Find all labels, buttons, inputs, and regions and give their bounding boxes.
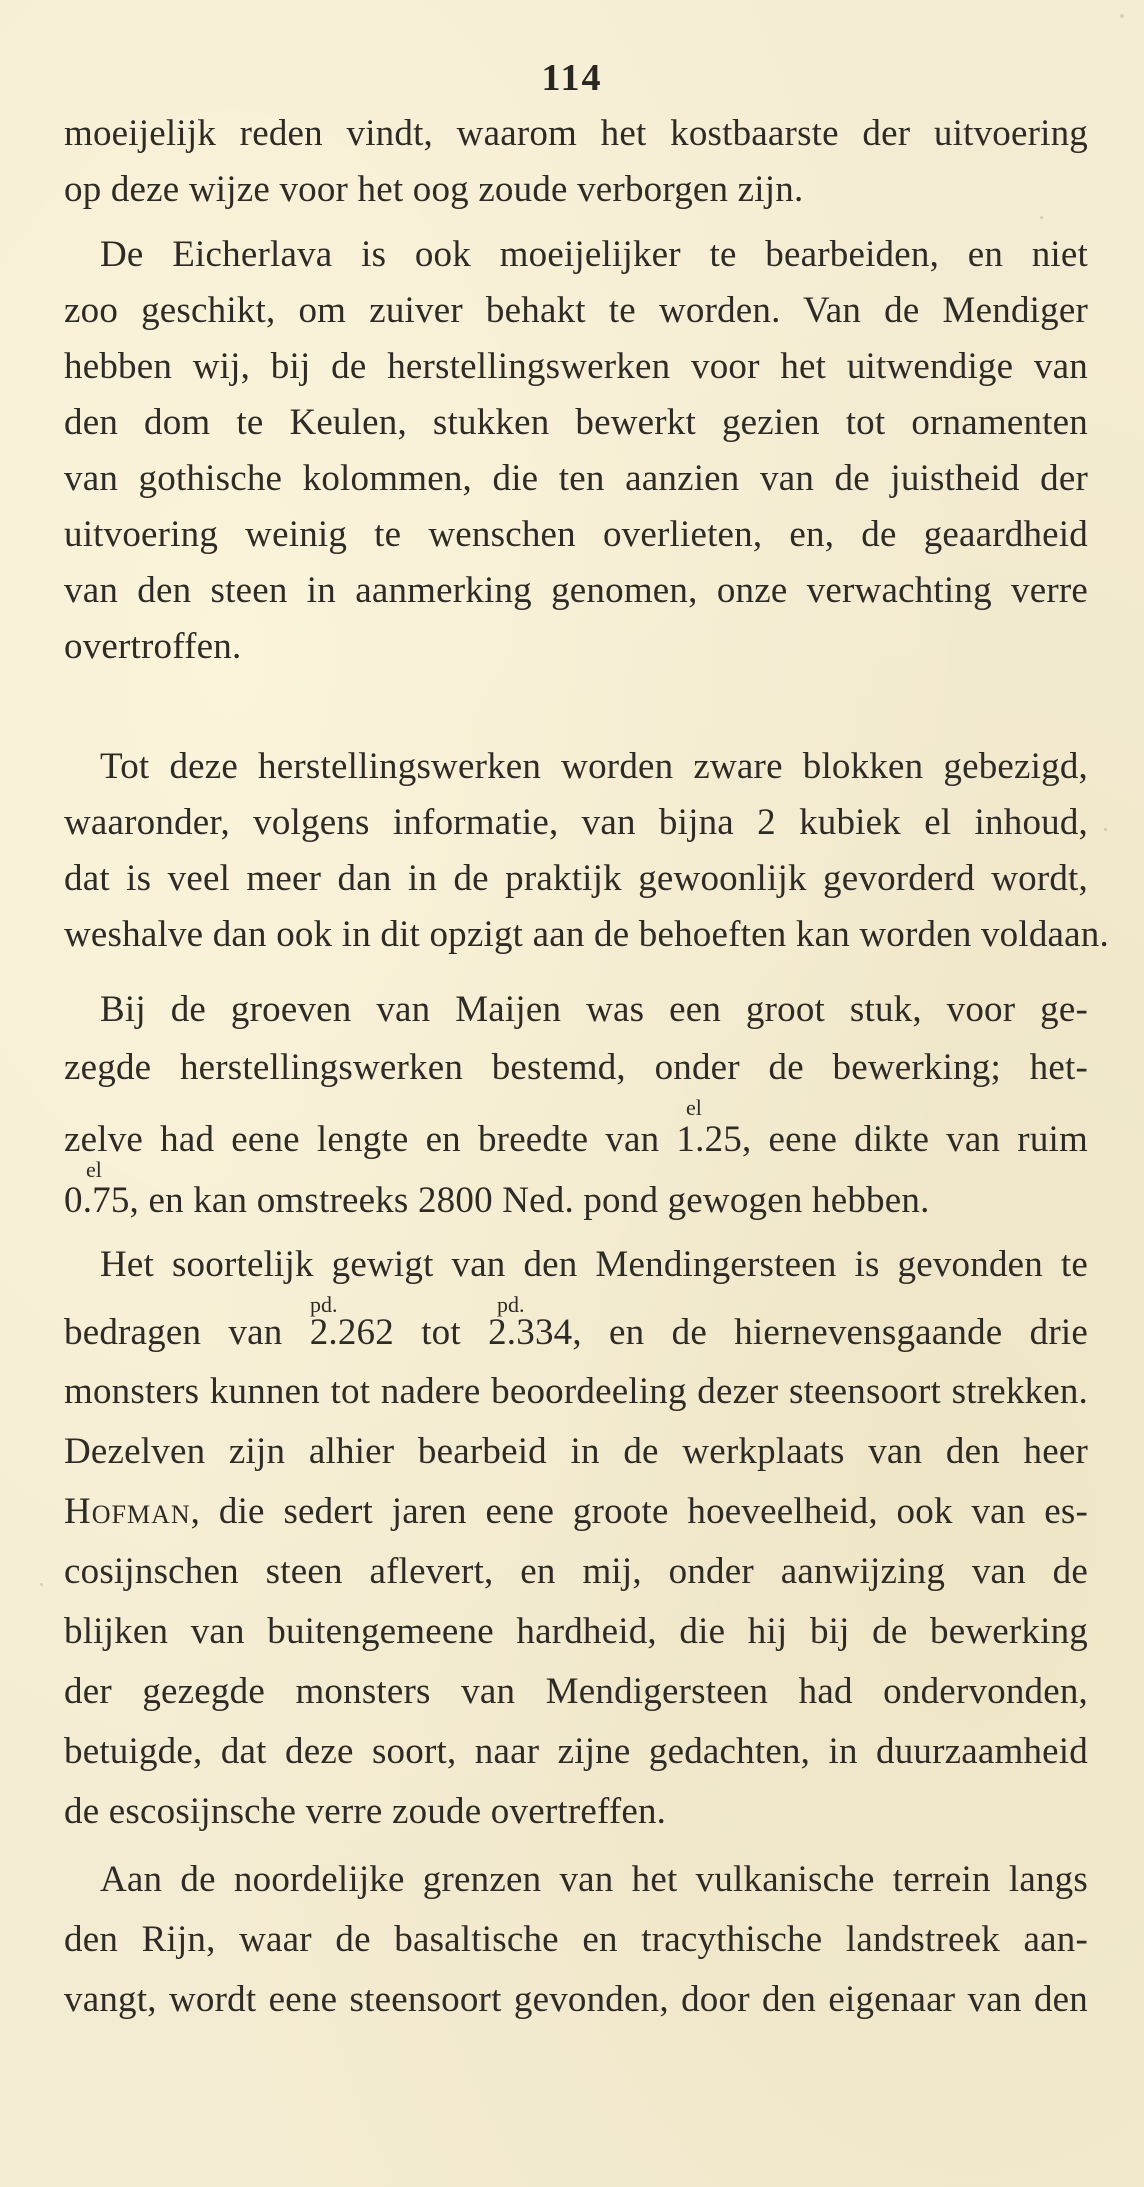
text-line: monsters kunnen tot nadere beoordeeling dezer steensoort strekken.: [64, 1371, 1088, 1412]
superscript-pd: pd.: [497, 1292, 525, 1317]
text-line: den Rijn, waar de basaltische en tracythische landstreek aan-: [64, 1919, 1088, 1960]
text-line: cosijnschen steen aflevert, en mij, onder aanwijzing van de: [64, 1551, 1088, 1592]
paper-speck: [40, 1583, 43, 1586]
text-line: Tot deze herstellingswerken worden zware blokken gebezigd,: [100, 746, 1088, 787]
paper-speck: [1040, 216, 1043, 219]
superscript-pd: pd.: [310, 1292, 338, 1317]
text-line: moeijelijk reden vindt, waarom het kostbaarste der uitvoering: [64, 113, 1088, 154]
text-line: uitvoering weinig te wenschen overlieten, en, de geaardheid: [64, 514, 1088, 555]
text-line: der gezegde monsters van Mendigersteen had ondervonden,: [64, 1671, 1088, 1712]
text-line: bedragen van 2.262 tot 2.334, en de hiernevensgaande drie: [64, 1312, 1088, 1353]
text-line: De Eicherlava is ook moeijelijker te bearbeiden, en niet: [100, 234, 1088, 275]
text-line: zelve had eene lengte en breedte van 1.25, eene dikte van ruim: [64, 1119, 1088, 1160]
text-line: vangt, wordt eene steensoort gevonden, door den eigenaar van den: [64, 1979, 1088, 2020]
superscript-el: el: [86, 1157, 102, 1182]
text-line: van gothische kolommen, die ten aanzien van de juistheid der: [64, 458, 1088, 499]
name-small-caps: Hofman: [64, 1491, 191, 1532]
text-line: weshalve dan ook in dit opzigt aan de behoeften kan worden voldaan.: [64, 914, 1109, 955]
text-line: Dezelven zijn alhier bearbeid in de werkplaats van den heer: [64, 1431, 1088, 1472]
text-line: de escosijnsche verre zoude overtreffen.: [64, 1791, 667, 1832]
text-line: zegde herstellingswerken bestemd, onder de bewerking; het-: [64, 1047, 1088, 1088]
text-line: 0.75, en kan omstreeks 2800 Ned. pond gewogen hebben.: [64, 1180, 930, 1221]
text-line: dat is veel meer dan in de praktijk gewoonlijk gevorderd wordt,: [64, 858, 1088, 899]
superscript-el: el: [686, 1095, 702, 1120]
text-line: zoo geschikt, om zuiver behakt te worden. Van de Mendiger: [64, 290, 1088, 331]
text-line: Bij de groeven van Maijen was een groot stuk, voor ge-: [100, 989, 1088, 1030]
text-line: blijken van buitengemeene hardheid, die hij bij de bewerking: [64, 1611, 1088, 1652]
text-line: Hofman, die sedert jaren eene groote hoeveelheid, ook van es-: [64, 1491, 1088, 1532]
text-line: Het soortelijk gewigt van den Mendingersteen is gevonden te: [100, 1244, 1088, 1285]
text-line: op deze wijze voor het oog zoude verborgen zijn.: [64, 169, 804, 210]
page-number: 114: [541, 57, 603, 99]
text-line: waaronder, volgens informatie, van bijna 2 kubiek el inhoud,: [64, 802, 1088, 843]
text-line: betuigde, dat deze soort, naar zijne gedachten, in duurzaamheid: [64, 1731, 1088, 1772]
text-line: Aan de noordelijke grenzen van het vulkanische terrein langs: [100, 1859, 1088, 1900]
text-line: overtroffen.: [64, 626, 242, 667]
text-line: den dom te Keulen, stukken bewerkt gezien tot ornamenten: [64, 402, 1088, 443]
paper-speck: [1120, 14, 1124, 18]
paper-speck: [1104, 828, 1107, 831]
text-line: van den steen in aanmerking genomen, onze verwachting verre: [64, 570, 1088, 611]
text-line: hebben wij, bij de herstellingswerken voor het uitwendige van: [64, 346, 1088, 387]
